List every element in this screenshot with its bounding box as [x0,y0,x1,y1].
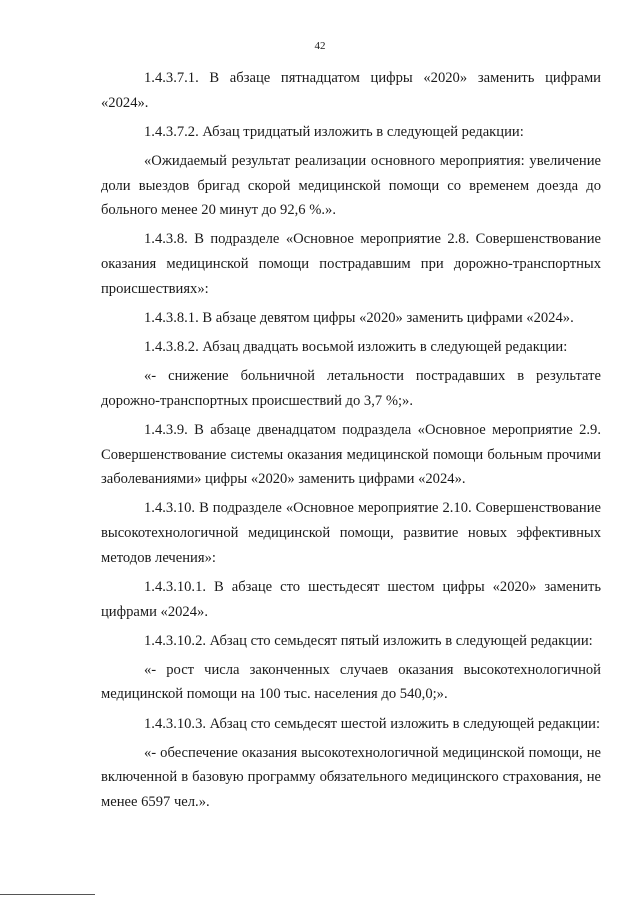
paragraph: 1.4.3.9. В абзаце двенадцатом подраздела «Основное мероприятие 2.9. Совершенствование системы оказания медицинской помощи больным прочими заболеваниями» цифры «2020» заменить цифрами «2024». [101,421,601,488]
paragraph: 1.4.3.10.2. Абзац сто семьдесят пятый изложить в следующей редакции: [144,632,593,649]
paragraph: 1.4.3.8. В подразделе «Основное мероприятие 2.8. Совершенствование оказания медицинской помощи пострадавшим при дорожно-транспортных происшествиях»: [101,231,601,297]
footer-divider [0,894,95,895]
paragraph: «- обеспечение оказания высокотехнологичной медицинской помощи, не включенной в базовую программу обязательного медицинского страхования, не менее 6597 чел.». [101,744,601,811]
paragraph: 1.4.3.7.2. Абзац тридцатый изложить в следующей редакции: [144,123,524,140]
paragraph: 1.4.3.8.1. В абзаце девятом цифры «2020» заменить цифрами «2024». [144,309,574,326]
paragraph: 1.4.3.10. В подразделе «Основное мероприятие 2.10. Совершенствование высокотехнологичной медицинской помощи, развитие новых эффективных методов лечения»: [101,500,601,566]
page-number: 42 [314,40,326,52]
paragraph: 1.4.3.10.3. Абзац сто семьдесят шестой изложить в следующей редакции: [144,715,601,732]
paragraph: «- рост числа законченных случаев оказания высокотехнологичной медицинской помощи на 100 тыс. населения до 540,0;». [101,661,601,703]
paragraph: 1.4.3.10.1. В абзаце сто шестьдесят шестом цифры «2020» заменить цифрами «2024». [101,578,601,620]
document-body [101,66,601,815]
paragraph: «- снижение больничной летальности пострадавших в результате дорожно-транспортных происшествий до 3,7 %;». [101,368,601,409]
paragraph: 1.4.3.8.2. Абзац двадцать восьмой изложить в следующей редакции: [144,338,568,355]
paragraph: «Ожидаемый результат реализации основного мероприятия: увеличение доли выездов бригад скорой медицинской помощи со временем доезда до больного менее 20 минут до 92,6 %.». [101,152,601,219]
paragraph: 1.4.3.7.1. В абзаце пятнадцатом цифры «2020» заменить цифрами «2024». [101,70,601,111]
